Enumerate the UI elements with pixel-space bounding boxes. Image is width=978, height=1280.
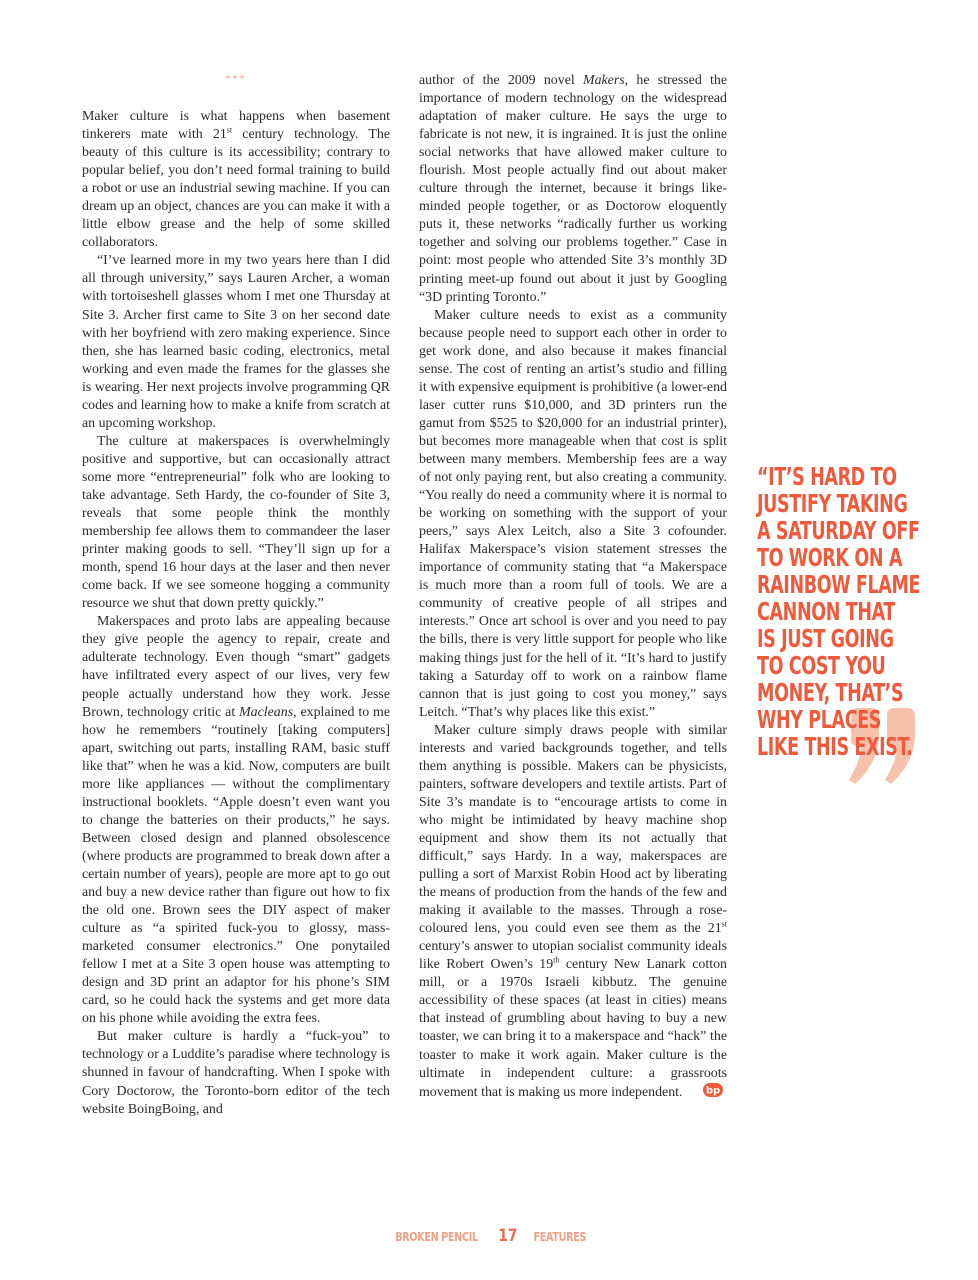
- paragraph: Maker culture is what happens when basement tinkerers mate with 21st century technology. The beauty of this culture is its accessibility; contrary to popular belief, you don’t need formal training to build a robot or use an industrial sewing machine. If you can dream up an object, chances are you can make it with a little elbow grease and the help of some skilled collaborators.: [82, 109, 390, 251]
- section-name: FEATURES: [533, 1230, 587, 1244]
- magazine-name: BROKEN PENCIL: [395, 1230, 479, 1244]
- pull-quote-line: “IT’S HARD TO: [757, 462, 897, 491]
- paragraph: “I’ve learned more in my two years here than I did all through university,” says Lauren Archer, a woman with tortoiseshell glasses whom I met one Thursday at Site 3. Archer first came to Site 3 on her second date with her boyfriend with zero making experience. Since then, she has learned basic coding, electronics, metal working and even made the frames for the glasses she is wearing. Her next projects involve programming QR codes and learning how to make a knife from scratch at an upcoming workshop.: [82, 253, 390, 431]
- pull-quote-line: JUSTIFY TAKING: [757, 489, 908, 518]
- page-number: 17: [498, 1226, 518, 1246]
- paragraph: But maker culture is hardly a “fuck-you” to technology or a Luddite’s paradise where technology is shunned in favour of handcrafting. When I spoke with Cory Doctorow, the Toronto-born editor of the tech website BoingBoing, and: [82, 1029, 390, 1117]
- paragraph: author of the 2009 novel Makers, he stressed the importance of modern technology on the widespread adaptation of maker culture. He says the urge to fabricate is not new, it is ingrained. It is just the online social networks that have allowed maker culture to flourish. Most people actually find out about maker culture through the internet, because it brings like-minded people together, or as Doctorow eloquently puts it, these networks “radically further us working together and solving our problems together.” Case in point: most people who attended Site 3’s monthly 3D printing meet-up found out about it just by Googling “3D printing Toronto.”: [419, 73, 727, 305]
- paragraph: Makerspaces and proto labs are appealing because they give people the agency to repair, create and adulterate technology. Even though “smart” gadgets have infiltrated every aspect of our lives, very few people actually understand how they work. Jesse Brown, technology critic at Macleans, explained to me how he remembers “routinely [taking computers] apart, switching out parts, installing RAM, basic stuff like that” when he was a kid. Now, computers are built more like appliances — without the complimentary instructional booklets. “Apple doesn’t even want you to change the batteries on their products,” he says. Between closed design and planned obsolescence (where products are programmed to break down after a certain number of years), people are more apt to go out and buy a new device rather than figure out how to fix the old one. Brown sees the DIY aspect of maker culture as “a spirited fuck-you to glossy, mass-marketed consumer electronics.” One ponytailed fellow I met at a Site 3 open house was attempting to design and 3D print an adaptor for his phone’s SIM card, so he could hack the systems and get more data on his phone while avoiding the extra fees.: [82, 614, 390, 1027]
- page-footer: [0, 1226, 978, 1246]
- pull-quote-line: IS JUST GOING: [757, 624, 894, 653]
- pull-quote: [757, 463, 952, 760]
- pull-quote-line: TO COST YOU: [757, 651, 886, 680]
- bp-logo-text: bp: [705, 1085, 721, 1097]
- paragraph: Maker culture simply draws people with similar interests and varied backgrounds together, and tells them anything is possible. Makers can be physicists, painters, software developers and textile artists. Part of Site 3’s mandate is to “encourage artists to come in who might be intimidated by heavy machine shop equipment and show them its not actually that difficult,” says Hardy. In a way, makerspaces are pulling a sort of Marxist Robin Hood act by liberating the means of production from the hands of the few and making it available to the masses. Through a rose-coloured lens, you could even see them as the 21st century’s answer to utopian socialist community ideals like Robert Owen’s 19th century New Lanark cotton mill, or a 1970s Israeli kibbutz. The genuine accessibility of these spaces (at least in cities) means that instead of grumbling about having to buy a new toaster, we can bring it to a makerspace and “hack” the toaster to make it work again. Maker culture is the ultimate in independent culture: a grassroots movement that is making us more independent. bp: [419, 722, 727, 1103]
- pull-quote-line: RAINBOW FLAME: [757, 570, 921, 599]
- pull-quote-line: LIKE THIS EXIST.: [757, 732, 913, 761]
- paragraph: Maker culture needs to exist as a community because people need to support each other in order to get work done, and also because it makes financial sense. The cost of renting an artist’s studio and filling it with expensive equipment is prohibitive (a lower-end laser cutter runs $10,000, and 3D printers run the gamut from $525 to $20,000 for an industrial printer), but becomes more manageable when that cost is split between many members. Membership fees are a way of not only paying rent, but also creating a community. “You really do need a community where it is normal to be working on something with the support of your peers,” says Alex Leitch, also a Site 3 cofounder. Halifax Makerspace’s vision statement stresses the importance of community stating that “a Makerspace is much more than a room full of tools. We are a community of creative people of all stripes and interests.” Once art school is over and you need to pay the bills, there is very little support for people who like making things just for the hell of it. “It’s hard to justify taking a Saturday off to work on a rainbow flame cannon that is just going to cost you money,” says Leitch. “That’s why places like this exist.”: [419, 307, 727, 720]
- article-column-right: [419, 72, 727, 1103]
- pull-quote-line: A SATURDAY OFF: [757, 516, 920, 545]
- pull-quote-line: TO WORK ON A: [757, 543, 903, 572]
- article-column-left: [82, 72, 390, 1119]
- pull-quote-line: CANNON THAT: [757, 597, 895, 626]
- section-separator: ***: [225, 74, 247, 85]
- bp-logo-icon: [688, 1083, 723, 1103]
- paragraph: The culture at makerspaces is overwhelmingly positive and supportive, but can occasionally attract some more “entrepreneurial” folk who are looking to take advantage. Seth Hardy, the co-founder of Site 3, reveals that some people think the monthly membership fee allows them to commandeer the laser printer making goods to sell. “They’ll sign up for a month, spend 16 hour days at the laser and then never come back. If we see someone hogging a community resource we shut that down pretty quickly.”: [82, 433, 390, 612]
- pull-quote-line: MONEY, THAT’S: [757, 678, 904, 707]
- pull-quote-line: WHY PLACES: [757, 705, 882, 734]
